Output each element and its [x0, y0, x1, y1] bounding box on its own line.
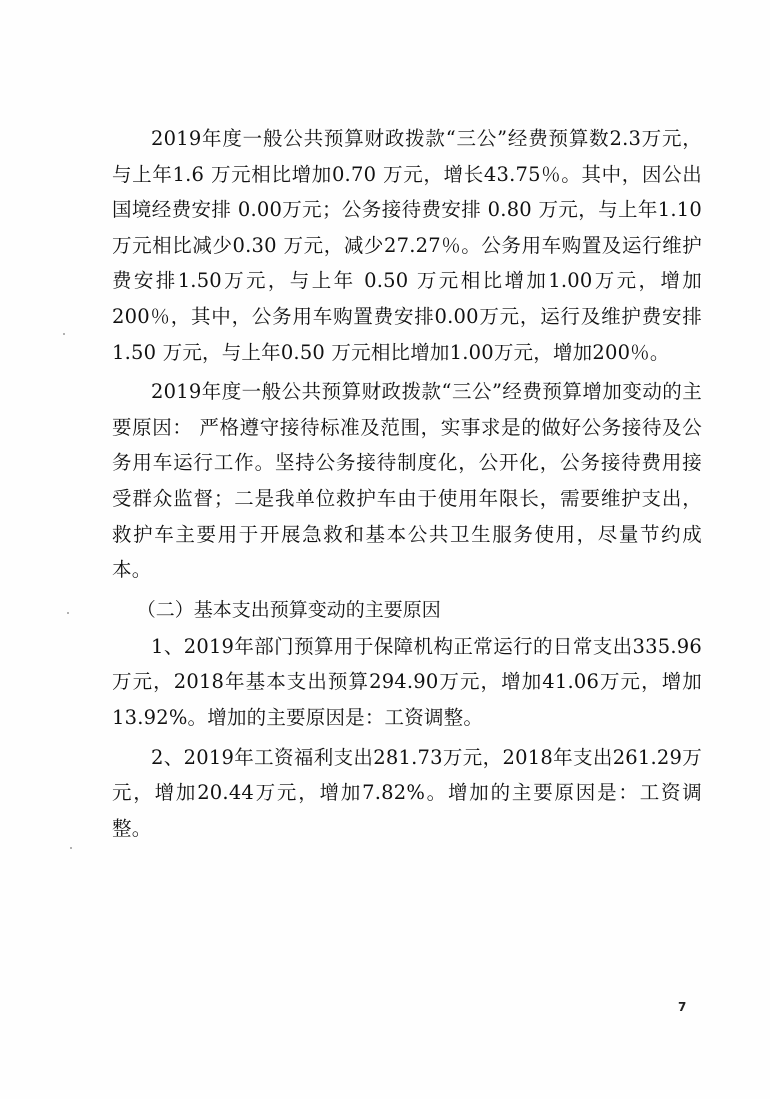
scan-speck	[67, 612, 69, 614]
scan-speck	[70, 847, 72, 849]
section-heading: （二）基本支出预算变动的主要原因	[136, 598, 441, 621]
item-daily-expenditure: 1、2019年部门预算用于保障机构正常运行的日常支出335.96万元，2018年基本支出预算294.90万元，增加41.06万元，增加13.92%。增加的主要原因是：工资调整。	[112, 634, 702, 729]
page-number: 7	[678, 1000, 687, 1014]
scan-speck	[63, 333, 65, 335]
paragraph-three-public-expenses: 2019年度一般公共预算财政拨款“三公”经费预算数2.3万元，与上年1.6 万元相比增加0.70 万元，增长43.75％。其中，因公出国境经费安排 0.00万元；公务接待费安排 0.80 万元，与上年1.10万元相比减少0.30 万元，减少27.27％。公务用车购置及运行维护费安排1.50万元，与上年 0.50 万元相比增加1.00万元，增加200％，其中，公务用车购置费安排0.00万元，运行及维护费安排1.50 万元，与上年0.50 万元相比增加1.00万元，增加200％。	[112, 127, 702, 364]
document-body	[112, 121, 702, 846]
paragraph-change-reasons: 2019年度一般公共预算财政拨款“三公”经费预算增加变动的主要原因： 严格遵守接待标准及范围，实事求是的做好公务接待及公务用车运行工作。坚持公务接待制度化，公开化，公务接待费用接受群众监督；二是我单位救护车由于使用年限长，需要维护支出，救护车主要用于开展急救和基本公共卫生服务使用，尽量节约成本。	[112, 380, 702, 582]
item-salary-welfare: 2、2019年工资福利支出281.73万元，2018年支出261.29万元，增加20.44万元，增加7.82%。增加的主要原因是：工资调整。	[112, 745, 702, 840]
